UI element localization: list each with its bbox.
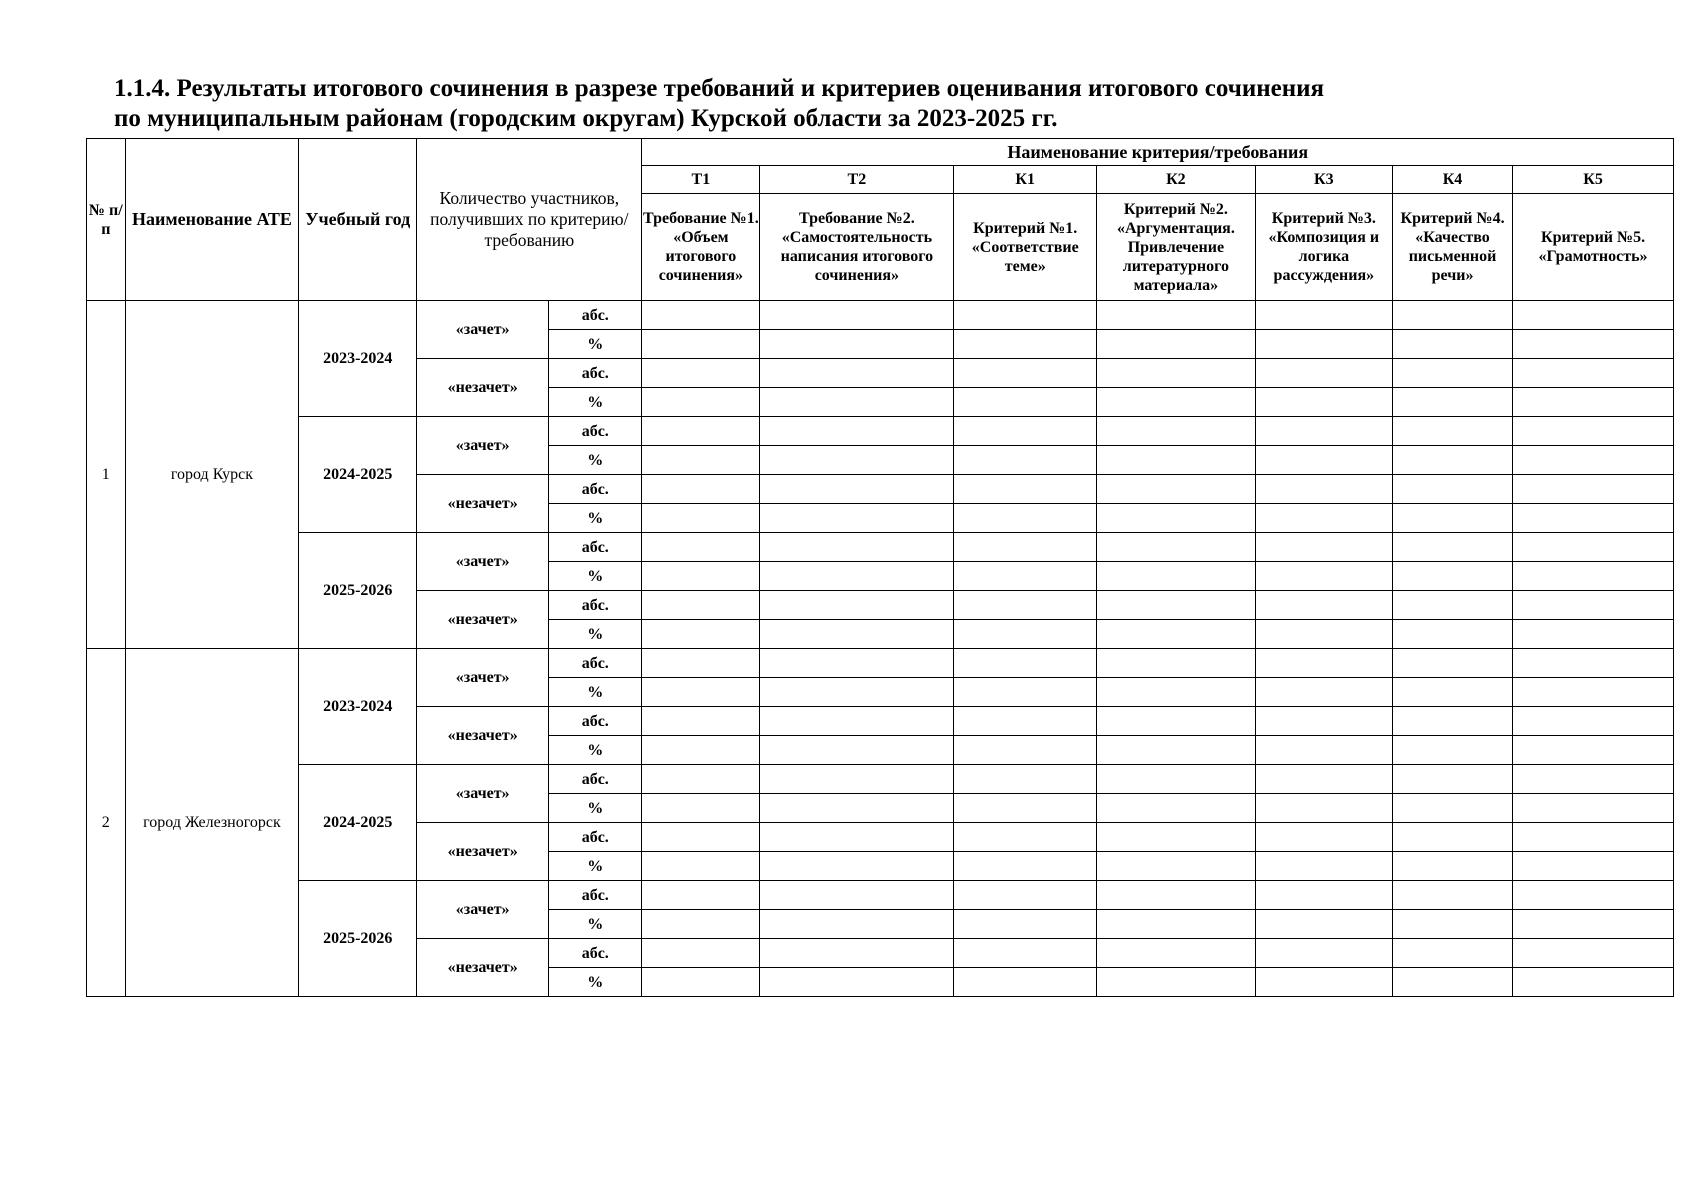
value-cell	[1255, 678, 1392, 707]
value-cell	[1392, 765, 1512, 794]
value-cell	[954, 620, 1097, 649]
value-cell	[1392, 794, 1512, 823]
value-cell	[1513, 475, 1674, 504]
value-cell	[1097, 388, 1256, 417]
value-cell	[642, 939, 760, 968]
value-cell	[1392, 388, 1512, 417]
value-cell	[1392, 823, 1512, 852]
district-number: 2	[87, 649, 126, 997]
result-type: «незачет»	[417, 475, 549, 533]
result-type: «незачет»	[417, 359, 549, 417]
value-cell	[760, 504, 954, 533]
value-cell	[1513, 765, 1674, 794]
value-cell	[642, 881, 760, 910]
value-cell	[760, 301, 954, 330]
value-cell	[954, 910, 1097, 939]
criterion-code: К1	[954, 166, 1097, 194]
value-cell	[1513, 533, 1674, 562]
value-cell	[1513, 620, 1674, 649]
value-cell	[1513, 388, 1674, 417]
value-cell	[1097, 649, 1256, 678]
value-cell	[1255, 475, 1392, 504]
value-cell	[1097, 562, 1256, 591]
value-cell	[1255, 910, 1392, 939]
measure-unit: %	[549, 794, 642, 823]
value-cell	[760, 446, 954, 475]
value-cell	[1255, 765, 1392, 794]
value-cell	[760, 910, 954, 939]
value-cell	[954, 794, 1097, 823]
value-cell	[1255, 359, 1392, 388]
value-cell	[760, 533, 954, 562]
value-cell	[1097, 881, 1256, 910]
value-cell	[1392, 910, 1512, 939]
value-cell	[954, 649, 1097, 678]
value-cell	[1392, 562, 1512, 591]
value-cell	[760, 678, 954, 707]
measure-unit: абс.	[549, 765, 642, 794]
value-cell	[642, 504, 760, 533]
value-cell	[1513, 678, 1674, 707]
measure-unit: %	[549, 562, 642, 591]
value-cell	[642, 475, 760, 504]
value-cell	[1513, 417, 1674, 446]
data-row	[87, 301, 1674, 330]
result-type: «незачет»	[417, 707, 549, 765]
measure-unit: абс.	[549, 475, 642, 504]
value-cell	[1513, 794, 1674, 823]
criterion-name: Критерий №3. «Композиция и логика рассуждения»	[1255, 194, 1392, 301]
value-cell	[1255, 330, 1392, 359]
school-year: 2025-2026	[299, 881, 417, 997]
criterion-code: К3	[1255, 166, 1392, 194]
measure-unit: абс.	[549, 939, 642, 968]
measure-unit: %	[549, 736, 642, 765]
value-cell	[760, 388, 954, 417]
value-cell	[954, 330, 1097, 359]
criterion-code: К2	[1097, 166, 1256, 194]
result-type: «незачет»	[417, 591, 549, 649]
value-cell	[642, 562, 760, 591]
value-cell	[1097, 823, 1256, 852]
value-cell	[1513, 446, 1674, 475]
value-cell	[760, 562, 954, 591]
value-cell	[1097, 504, 1256, 533]
value-cell	[642, 388, 760, 417]
value-cell	[1255, 707, 1392, 736]
value-cell	[642, 301, 760, 330]
criterion-code: К4	[1392, 166, 1512, 194]
header-year: Учебный год	[299, 139, 417, 301]
value-cell	[760, 736, 954, 765]
result-type: «зачет»	[417, 301, 549, 359]
value-cell	[1255, 388, 1392, 417]
value-cell	[1097, 678, 1256, 707]
value-cell	[642, 330, 760, 359]
value-cell	[1255, 823, 1392, 852]
value-cell	[1255, 852, 1392, 881]
header-ate: Наименование АТЕ	[125, 139, 299, 301]
result-type: «незачет»	[417, 939, 549, 997]
value-cell	[954, 475, 1097, 504]
value-cell	[1392, 881, 1512, 910]
value-cell	[1097, 707, 1256, 736]
value-cell	[1392, 330, 1512, 359]
value-cell	[1392, 649, 1512, 678]
value-cell	[1392, 852, 1512, 881]
district-name: город Железногорск	[125, 649, 299, 997]
value-cell	[760, 620, 954, 649]
value-cell	[1392, 968, 1512, 997]
document-title	[114, 74, 1654, 134]
result-type: «незачет»	[417, 823, 549, 881]
value-cell	[1097, 330, 1256, 359]
value-cell	[954, 852, 1097, 881]
measure-unit: %	[549, 504, 642, 533]
result-type: «зачет»	[417, 417, 549, 475]
measure-unit: %	[549, 446, 642, 475]
value-cell	[760, 968, 954, 997]
value-cell	[1097, 359, 1256, 388]
value-cell	[954, 881, 1097, 910]
school-year: 2023-2024	[299, 649, 417, 765]
value-cell	[760, 649, 954, 678]
measure-unit: %	[549, 620, 642, 649]
measure-unit: %	[549, 910, 642, 939]
value-cell	[642, 678, 760, 707]
value-cell	[1392, 475, 1512, 504]
value-cell	[954, 446, 1097, 475]
value-cell	[954, 388, 1097, 417]
value-cell	[954, 417, 1097, 446]
header-num: № п/п	[87, 139, 126, 301]
value-cell	[1255, 446, 1392, 475]
value-cell	[1392, 591, 1512, 620]
value-cell	[1392, 417, 1512, 446]
value-cell	[1097, 620, 1256, 649]
value-cell	[1513, 881, 1674, 910]
value-cell	[642, 794, 760, 823]
value-cell	[1392, 446, 1512, 475]
measure-unit: абс.	[549, 417, 642, 446]
value-cell	[954, 591, 1097, 620]
value-cell	[1255, 301, 1392, 330]
measure-unit: абс.	[549, 359, 642, 388]
criterion-code: Т1	[642, 166, 760, 194]
value-cell	[1255, 968, 1392, 997]
value-cell	[954, 533, 1097, 562]
measure-unit: %	[549, 968, 642, 997]
value-cell	[642, 446, 760, 475]
value-cell	[1392, 707, 1512, 736]
value-cell	[1255, 939, 1392, 968]
value-cell	[1255, 562, 1392, 591]
value-cell	[1392, 504, 1512, 533]
value-cell	[1392, 620, 1512, 649]
value-cell	[642, 765, 760, 794]
value-cell	[760, 330, 954, 359]
value-cell	[642, 707, 760, 736]
value-cell	[954, 678, 1097, 707]
value-cell	[1513, 301, 1674, 330]
value-cell	[1513, 939, 1674, 968]
value-cell	[954, 823, 1097, 852]
value-cell	[954, 707, 1097, 736]
value-cell	[1097, 939, 1256, 968]
value-cell	[1513, 649, 1674, 678]
value-cell	[1097, 910, 1256, 939]
result-type: «зачет»	[417, 649, 549, 707]
value-cell	[1097, 968, 1256, 997]
value-cell	[760, 417, 954, 446]
value-cell	[1513, 968, 1674, 997]
value-cell	[954, 562, 1097, 591]
criterion-name: Критерий №4. «Качество письменной речи»	[1392, 194, 1512, 301]
criterion-name: Критерий №5. «Грамотность»	[1513, 194, 1674, 301]
value-cell	[1513, 330, 1674, 359]
value-cell	[954, 939, 1097, 968]
measure-unit: абс.	[549, 591, 642, 620]
value-cell	[1392, 939, 1512, 968]
result-type: «зачет»	[417, 765, 549, 823]
value-cell	[1392, 736, 1512, 765]
value-cell	[642, 910, 760, 939]
value-cell	[760, 765, 954, 794]
value-cell	[760, 881, 954, 910]
value-cell	[954, 359, 1097, 388]
value-cell	[1255, 591, 1392, 620]
value-cell	[1392, 533, 1512, 562]
criterion-name: Требование №1. «Объем итогового сочинения»	[642, 194, 760, 301]
value-cell	[1097, 475, 1256, 504]
value-cell	[1513, 823, 1674, 852]
header-criteria-group: Наименование критерия/требования	[642, 139, 1674, 166]
value-cell	[642, 533, 760, 562]
value-cell	[760, 794, 954, 823]
value-cell	[760, 823, 954, 852]
value-cell	[760, 591, 954, 620]
value-cell	[760, 939, 954, 968]
value-cell	[1255, 881, 1392, 910]
title-line-2: по муниципальным районам (городским округам) Курской области за 2023-2025 гг.	[114, 105, 1058, 132]
value-cell	[1097, 852, 1256, 881]
measure-unit: абс.	[549, 881, 642, 910]
value-cell	[642, 852, 760, 881]
result-type: «зачет»	[417, 533, 549, 591]
value-cell	[1097, 301, 1256, 330]
value-cell	[642, 649, 760, 678]
criterion-code: Т2	[760, 166, 954, 194]
value-cell	[1513, 504, 1674, 533]
data-row	[87, 533, 1674, 562]
value-cell	[1392, 359, 1512, 388]
value-cell	[1255, 736, 1392, 765]
value-cell	[954, 968, 1097, 997]
value-cell	[1255, 649, 1392, 678]
value-cell	[1097, 417, 1256, 446]
measure-unit: абс.	[549, 533, 642, 562]
value-cell	[1255, 417, 1392, 446]
header-count: Количество участников, получивших по критерию/требованию	[417, 139, 642, 301]
value-cell	[1097, 591, 1256, 620]
data-row	[87, 649, 1674, 678]
value-cell	[1097, 794, 1256, 823]
value-cell	[954, 504, 1097, 533]
data-row	[87, 881, 1674, 910]
result-type: «зачет»	[417, 881, 549, 939]
value-cell	[642, 736, 760, 765]
measure-unit: %	[549, 330, 642, 359]
measure-unit: %	[549, 678, 642, 707]
value-cell	[954, 765, 1097, 794]
value-cell	[642, 417, 760, 446]
value-cell	[1513, 359, 1674, 388]
value-cell	[760, 475, 954, 504]
value-cell	[642, 359, 760, 388]
school-year: 2024-2025	[299, 765, 417, 881]
district-name: город Курск	[125, 301, 299, 649]
header-row-1	[87, 139, 1674, 166]
school-year: 2025-2026	[299, 533, 417, 649]
value-cell	[642, 591, 760, 620]
value-cell	[1513, 910, 1674, 939]
value-cell	[1097, 736, 1256, 765]
measure-unit: абс.	[549, 823, 642, 852]
measure-unit: абс.	[549, 707, 642, 736]
value-cell	[1097, 765, 1256, 794]
value-cell	[1097, 446, 1256, 475]
data-row	[87, 765, 1674, 794]
value-cell	[1255, 504, 1392, 533]
district-number: 1	[87, 301, 126, 649]
value-cell	[954, 736, 1097, 765]
criterion-name: Критерий №1. «Соответствие теме»	[954, 194, 1097, 301]
value-cell	[1097, 533, 1256, 562]
school-year: 2024-2025	[299, 417, 417, 533]
value-cell	[1255, 620, 1392, 649]
value-cell	[1513, 591, 1674, 620]
value-cell	[954, 301, 1097, 330]
value-cell	[1255, 533, 1392, 562]
school-year: 2023-2024	[299, 301, 417, 417]
measure-unit: абс.	[549, 649, 642, 678]
value-cell	[1513, 707, 1674, 736]
criterion-name: Требование №2. «Самостоятельность написания итогового сочинения»	[760, 194, 954, 301]
value-cell	[642, 620, 760, 649]
criterion-name: Критерий №2. «Аргументация. Привлечение литературного материала»	[1097, 194, 1256, 301]
value-cell	[642, 968, 760, 997]
value-cell	[760, 359, 954, 388]
value-cell	[760, 852, 954, 881]
value-cell	[1513, 562, 1674, 591]
value-cell	[1392, 678, 1512, 707]
results-table	[86, 138, 1674, 997]
measure-unit: %	[549, 388, 642, 417]
title-line-1: 1.1.4. Результаты итогового сочинения в разрезе требований и критериев оценивания итогового сочинения	[114, 75, 1325, 102]
value-cell	[1255, 794, 1392, 823]
value-cell	[1513, 852, 1674, 881]
value-cell	[642, 823, 760, 852]
measure-unit: абс.	[549, 301, 642, 330]
value-cell	[1392, 301, 1512, 330]
value-cell	[1513, 736, 1674, 765]
data-row	[87, 417, 1674, 446]
criterion-code: К5	[1513, 166, 1674, 194]
value-cell	[760, 707, 954, 736]
measure-unit: %	[549, 852, 642, 881]
